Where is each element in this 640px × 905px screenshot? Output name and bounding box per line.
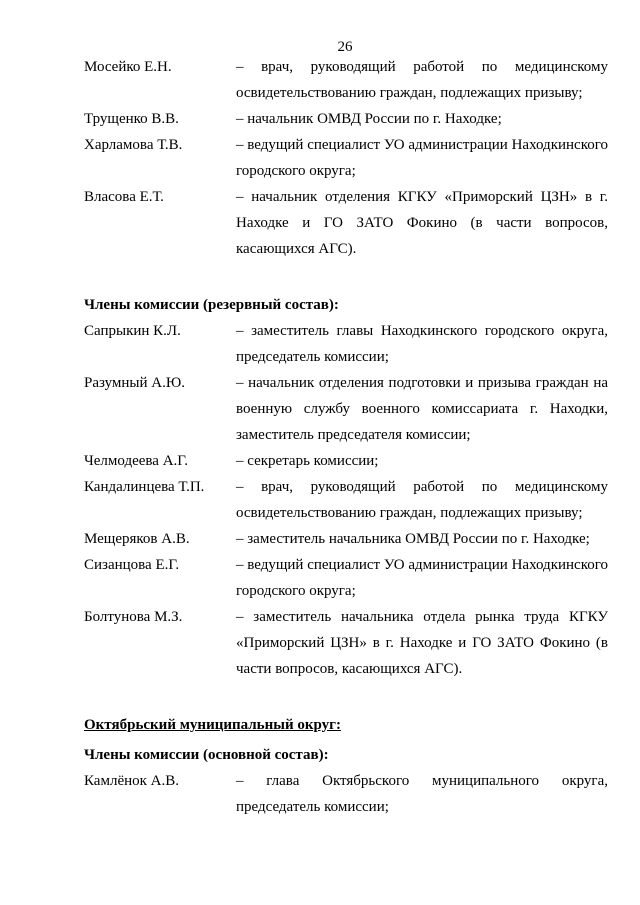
district-heading: Октябрьский муниципальный округ: [84, 717, 341, 733]
member-role: – ведущий специалист УО администрации Находкинского городского округа; [236, 557, 608, 599]
member-name: Сапрыкин К.Л. [84, 323, 181, 339]
member-role: – заместитель начальника ОМВД России по г. Находке; [236, 531, 590, 547]
member-role: – врач, руководящий работой по медицинскому освидетельствованию граждан, подлежащих призыву; [236, 59, 608, 101]
member-name: Болтунова М.З. [84, 609, 183, 625]
member-role: – заместитель начальника отдела рынка труда КГКУ «Приморский ЦЗН» в г. Находке и ГО ЗАТО Фокино (в части вопросов, касающихся АГС). [236, 609, 608, 677]
member-role: – врач, руководящий работой по медицинскому освидетельствованию граждан, подлежащих призыву; [236, 479, 608, 521]
member-role: – заместитель главы Находкинского городского округа, председатель комиссии; [236, 323, 608, 365]
member-entry [84, 106, 608, 132]
member-role: – ведущий специалист УО администрации Находкинского городского округа; [236, 137, 608, 179]
member-entry [84, 370, 608, 448]
member-name: Харламова Т.В. [84, 137, 183, 153]
member-name: Власова Е.Т. [84, 189, 164, 205]
member-name: Мосейко Е.Н. [84, 59, 172, 75]
main-heading: Члены комиссии (основной состав): [84, 747, 329, 763]
member-entry [84, 318, 608, 370]
member-role: – глава Октябрьского муниципального округа, председатель комиссии; [236, 773, 608, 815]
member-name: Трущенко В.В. [84, 111, 179, 127]
member-name: Челмодеева А.Г. [84, 453, 189, 469]
member-entry [84, 526, 608, 552]
member-entry [84, 768, 608, 820]
member-role: – начальник отделения КГКУ «Приморский ЦЗН» в г. Находке и ГО ЗАТО Фокино (в части вопросов, касающихся АГС). [236, 189, 608, 257]
member-entry [84, 552, 608, 604]
page-number: 26 [337, 39, 353, 55]
member-name: Мещеряков А.В. [84, 531, 190, 547]
member-role: – секретарь комиссии; [236, 453, 379, 469]
member-entry [84, 184, 608, 262]
member-name: Сизанцова Е.Г. [84, 557, 180, 573]
document-content [84, 54, 608, 820]
member-entry [84, 448, 608, 474]
member-role: – начальник ОМВД России по г. Находке; [236, 111, 502, 127]
member-name: Разумный А.Ю. [84, 375, 186, 391]
member-role: – начальник отделения подготовки и призыва граждан на военную службу военного комиссариата г. Находки, заместитель председателя комиссии; [236, 375, 608, 443]
member-entry [84, 604, 608, 682]
member-entry [84, 54, 608, 106]
member-name: Камлёнок А.В. [84, 773, 180, 789]
reserve-heading: Члены комиссии (резервный состав): [84, 297, 339, 313]
member-name: Кандалинцева Т.П. [84, 479, 205, 495]
member-entry [84, 474, 608, 526]
member-entry [84, 132, 608, 184]
